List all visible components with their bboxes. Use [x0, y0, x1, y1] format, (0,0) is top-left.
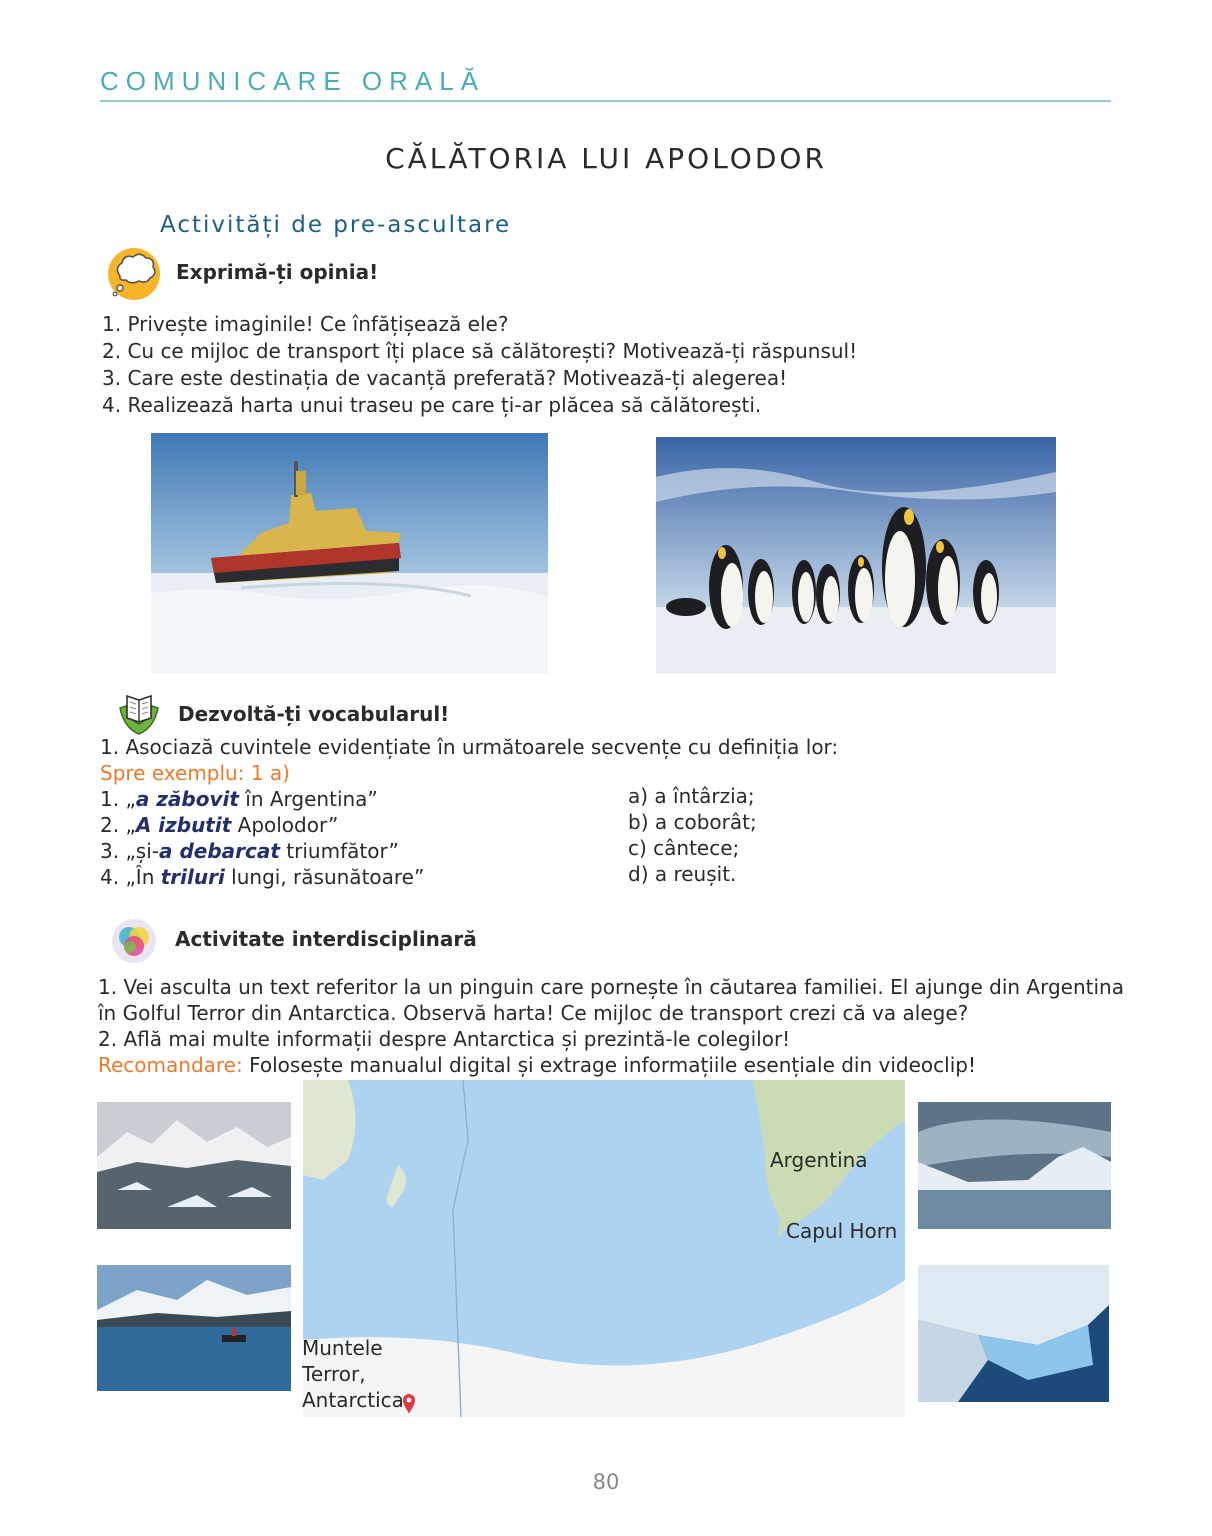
- vocab-item-1: [100, 786, 378, 813]
- vocab-item-3: [100, 838, 399, 865]
- interdisciplinary-heading: Activitate interdisciplinară: [175, 927, 477, 951]
- map-label-terror-2: Terror,: [302, 1362, 366, 1386]
- map-label-terror-1: Muntele: [302, 1336, 383, 1360]
- definition-c: c) cântece;: [628, 836, 740, 860]
- vocab-keyword-1: a zăbovit: [135, 787, 239, 811]
- vocabulary-instruction: 1. Asociază cuvintele evidențiate în următoarele secvențe cu definiția lor:: [100, 735, 839, 759]
- vocab-keyword-2: A izbutit: [135, 813, 232, 837]
- example-label: Spre exemplu: 1 a): [100, 761, 290, 785]
- vocab-item-1-prefix: 1. „: [100, 787, 136, 811]
- vocab-keyword-3: a debarcat: [159, 839, 280, 863]
- iceberg-photo: [918, 1265, 1109, 1402]
- recommendation: [98, 1052, 976, 1079]
- map-label-cape-horn: Capul Horn: [786, 1219, 898, 1243]
- question-1: 1. Privește imaginile! Ce înfățișează ele?: [102, 312, 509, 336]
- vocab-item-1-suffix: în Argentina”: [238, 787, 378, 811]
- section-label: COMUNICARE ORALĂ: [100, 66, 486, 96]
- book-hands-icon: [114, 688, 164, 738]
- route-map: [303, 1080, 905, 1417]
- vocab-item-2-suffix: Apolodor”: [231, 813, 339, 837]
- interdisciplinary-line-1: 1. Vei asculta un text referitor la un pinguin care pornește în căutarea familiei. El ajunge din Argentina: [98, 975, 1124, 999]
- question-2: 2. Cu ce mijloc de transport îți place să călătorești? Motivează-ți răspunsul!: [102, 339, 858, 363]
- vocab-item-2: [100, 812, 338, 839]
- page-number: 80: [592, 1470, 620, 1494]
- icebreaker-ship-photo: [151, 433, 548, 674]
- section-divider: [100, 100, 1111, 102]
- definition-a: a) a întârzia;: [628, 784, 755, 808]
- interdisciplinary-line-3: 2. Află mai multe informații despre Antarctica și prezintă-le colegilor!: [98, 1027, 791, 1051]
- page-title: CĂLĂTORIA LUI APOLODOR: [385, 142, 827, 175]
- subtitle: Activități de pre-ascultare: [160, 212, 512, 238]
- vocab-item-4-prefix: 4. „În: [100, 865, 161, 889]
- map-label-argentina: Argentina: [770, 1148, 868, 1172]
- color-circles-icon: [110, 917, 158, 965]
- question-4: 4. Realizează harta unui traseu pe care ți-ar plăcea să călătorești.: [102, 393, 762, 417]
- thought-bubble-icon: [106, 246, 162, 302]
- antarctic-mountains-photo: [97, 1102, 291, 1229]
- antarctic-bay-photo: [918, 1102, 1111, 1229]
- recommendation-text: Folosește manualul digital și extrage informațiile esențiale din videoclip!: [242, 1053, 976, 1077]
- map-label-terror-3: Antarctica: [302, 1388, 404, 1412]
- definition-d: d) a reușit.: [628, 862, 737, 886]
- vocabulary-heading: Dezvoltă-ți vocabularul!: [178, 702, 450, 726]
- recommendation-label: Recomandare:: [98, 1053, 243, 1077]
- interdisciplinary-line-2: în Golful Terror din Antarctica. Observă harta! Ce mijloc de transport crezi că va alege?: [98, 1001, 969, 1025]
- definition-b: b) a coborât;: [628, 810, 757, 834]
- antarctic-coast-ship-photo: [97, 1265, 291, 1391]
- question-3: 3. Care este destinația de vacanță preferată? Motivează-ți alegerea!: [102, 366, 788, 390]
- opinion-heading: Exprimă-ți opinia!: [176, 260, 379, 284]
- vocab-item-3-suffix: triumfător”: [279, 839, 399, 863]
- penguins-photo: [656, 437, 1056, 674]
- vocab-item-3-prefix: 3. „și-: [100, 839, 159, 863]
- vocab-keyword-4: triluri: [160, 865, 225, 889]
- vocab-item-2-prefix: 2. „: [100, 813, 136, 837]
- vocab-item-4: [100, 864, 424, 891]
- vocab-item-4-suffix: lungi, răsunătoare”: [224, 865, 425, 889]
